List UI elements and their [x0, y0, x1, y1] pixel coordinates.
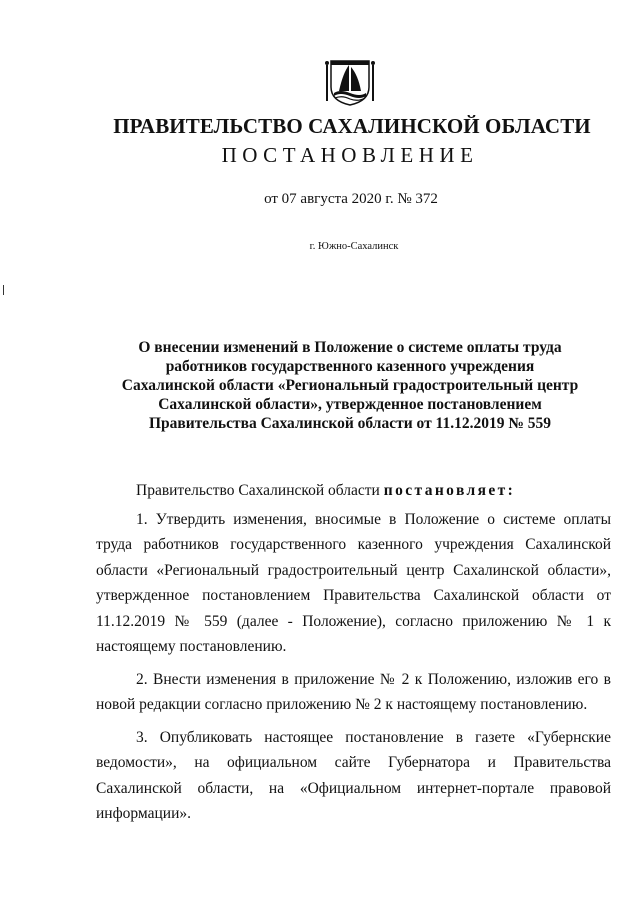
subject-line: работников государственного казенного учреждения	[165, 358, 535, 375]
decree-item: 1. Утвердить изменения, вносимые в Положение о системе оплаты труда работников государственного казенного учреждения Сахалинской области «Региональный градостроительный центр Сахалинской области», утвержденное постановлением Правительства Сахалинской области от 11.12.2019 № 559 (далее - Положение), согласно приложению № 1 к настоящему постановлению.	[96, 510, 611, 655]
subject-line: Сахалинской области «Региональный градостроительный центр	[121, 377, 579, 394]
subject-line: О внесении изменений в Положение о системе оплаты труда	[138, 339, 562, 356]
subject-line: Правительства Сахалинской области от 11.12.2019 № 559	[148, 415, 552, 432]
document-city: г. Южно-Сахалинск	[309, 241, 399, 252]
decree-word: постановляет:	[383, 482, 516, 499]
organization-title: ПРАВИТЕЛЬСТВО САХАЛИНСКОЙ ОБЛАСТИ	[113, 114, 591, 138]
preamble-paragraph	[96, 478, 611, 504]
scan-edge-mark	[3, 285, 4, 295]
document-type: ПОСТАНОВЛЕНИЕ	[221, 143, 479, 167]
document-date-number: от 07 августа 2020 г. № 372	[264, 191, 438, 207]
subject-line: Сахалинской области», утвержденное постановлением	[158, 396, 542, 413]
sakhalin-coat-of-arms-icon	[325, 57, 375, 107]
decree-item: 3. Опубликовать настоящее постановление в газете «Губернские ведомости», на официальном сайте Губернатора и Правительства Сахалинской области, на «Официальном интернет-портале правовой информации».	[96, 728, 611, 822]
document-body	[96, 478, 611, 834]
document-subject	[100, 338, 600, 433]
preamble-text: Правительство Сахалинской области	[136, 482, 380, 499]
decree-item: 2. Внести изменения в приложение № 2 к Положению, изложив его в новой редакции согласно приложению № 2 к настоящему постановлению.	[96, 670, 611, 713]
